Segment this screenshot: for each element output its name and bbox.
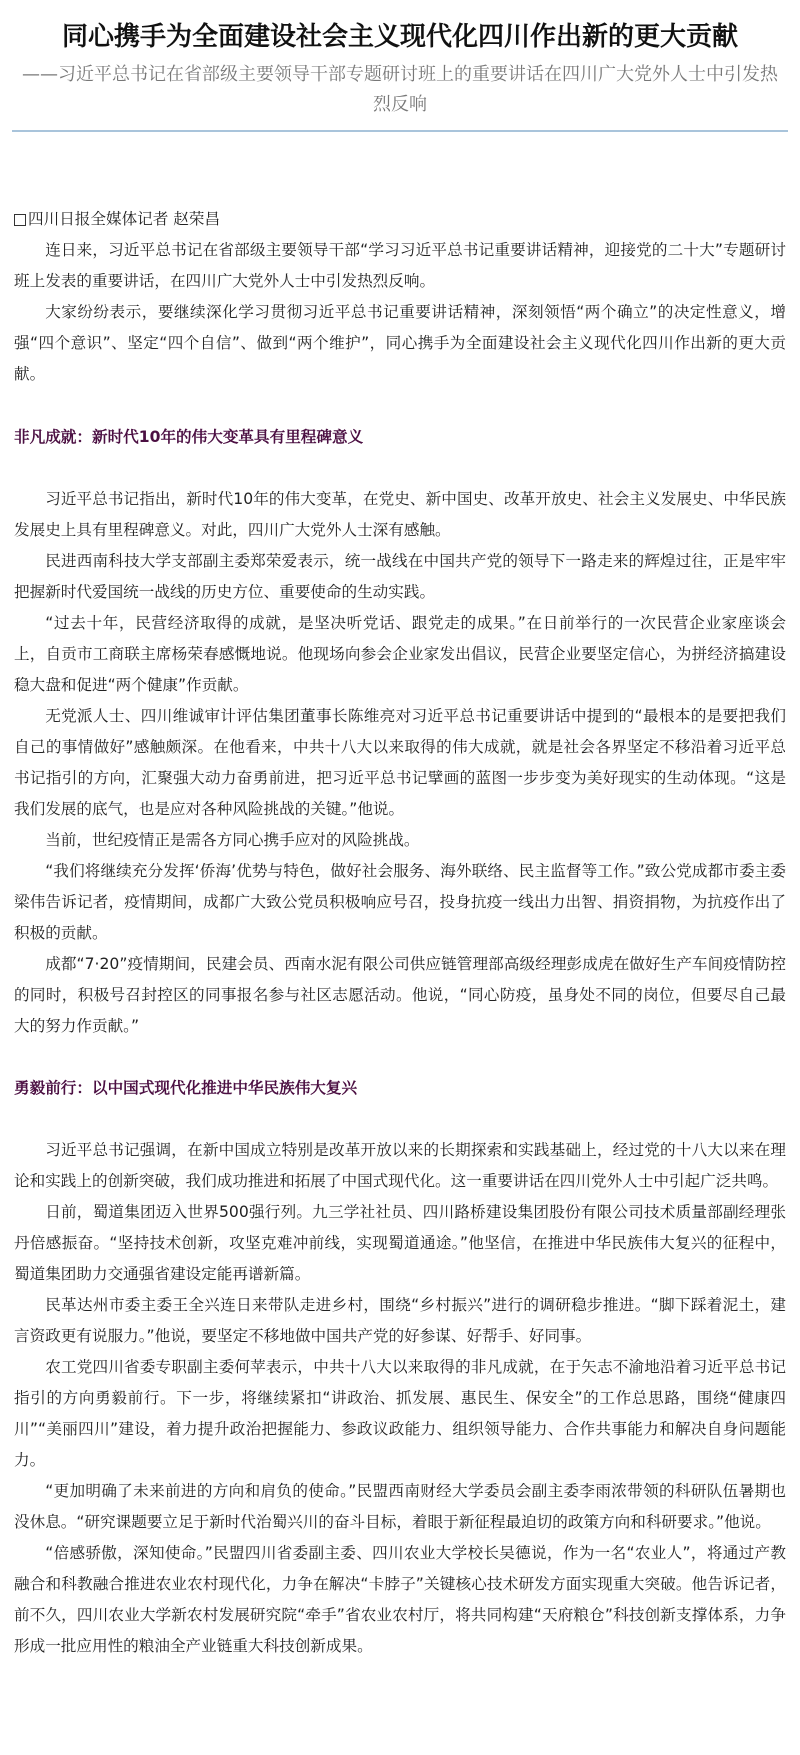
paragraph: 连日来，习近平总书记在省部级主要领导干部“学习习近平总书记重要讲话精神，迎接党的二十大”专题研讨班上发表的重要讲话，在四川广大党外人士中引发热烈反响。	[14, 241, 786, 290]
byline-text: 四川日报全媒体记者 赵荣昌	[28, 210, 221, 228]
byline-box-icon	[14, 214, 26, 226]
paragraph: 习近平总书记指出，新时代10年的伟大变革，在党史、新中国史、改革开放史、社会主义发展史、中华民族发展史上具有里程碑意义。对此，四川广大党外人士深有感触。	[14, 490, 786, 539]
paragraph: 民进西南科技大学支部副主委郑荣爱表示，统一战线在中国共产党的领导下一路走来的辉煌过往，正是牢牢把握新时代爱国统一战线的历史方位、重要使命的生动实践。	[14, 552, 786, 601]
article-body	[0, 204, 800, 1662]
headline: 同心携手为全面建设社会主义现代化四川作出新的更大贡献	[61, 22, 738, 52]
paragraph: “过去十年，民营经济取得的成就，是坚决听党话、跟党走的成果。”在日前举行的一次民营企业家座谈会上，自贡市工商联主席杨荣春感慨地说。他现场向参会企业家发出倡议，民营企业要坚定信心，为拼经济搞建设稳大盘和促进“两个健康”作贡献。	[14, 614, 786, 694]
byline	[14, 204, 786, 235]
paragraph: 日前，蜀道集团迈入世界500强行列。九三学社社员、四川路桥建设集团股份有限公司技术质量部副经理张丹倍感振奋。“坚持技术创新，攻坚克难冲前线，实现蜀道通途。”他坚信，在推进中华民族伟大复兴的征程中，蜀道集团助力交通强省建设定能再谱新篇。	[14, 1203, 786, 1283]
paragraph: “倍感骄傲，深知使命。”民盟四川省委副主委、四川农业大学校长吴德说，作为一名“农业人”，将通过产教融合和科教融合推进农业农村现代化，力争在解决“卡脖子”关键核心技术研发方面实现重大突破。他告诉记者，前不久，四川农业大学新农村发展研究院“牵手”省农业农村厅，将共同构建“天府粮仓”科技创新支撑体系，力争形成一批应用性的粮油全产业链重大科技创新成果。	[14, 1544, 786, 1655]
section-heading: 勇毅前行：以中国式现代化推进中华民族伟大复兴	[14, 1079, 358, 1097]
paragraph: 当前，世纪疫情正是需各方同心携手应对的风险挑战。	[45, 831, 420, 849]
paragraph: 民革达州市委主委王全兴连日来带队走进乡村，围绕“乡村振兴”进行的调研稳步推进。“脚下踩着泥土，建言资政更有说服力。”他说，要坚定不移地做中国共产党的好参谋、好帮手、好同事。	[14, 1296, 786, 1345]
paragraph: 农工党四川省委专职副主委何苹表示，中共十八大以来取得的非凡成就，在于矢志不渝地沿着习近平总书记指引的方向勇毅前行。下一步，将继续紧扣“讲政治、抓发展、惠民生、保安全”的工作总思路，围绕“健康四川”“美丽四川”建设，着力提升政治把握能力、参政议政能力、组织领导能力、合作共事能力和解决自身问题能力。	[14, 1358, 786, 1469]
paragraph: “我们将继续充分发挥‘侨海’优势与特色，做好社会服务、海外联络、民主监督等工作。”致公党成都市委主委梁伟告诉记者，疫情期间，成都广大致公党员积极响应号召，投身抗疫一线出力出智、捐资捐物，为抗疫作出了积极的贡献。	[14, 862, 786, 942]
paragraph: 无党派人士、四川维诚审计评估集团董事长陈维亮对习近平总书记重要讲话中提到的“最根本的是要把我们自己的事情做好”感触颇深。在他看来，中共十八大以来取得的伟大成就，就是社会各界坚定不移沿着习近平总书记指引的方向，汇聚强大动力奋勇前进，把习近平总书记擘画的蓝图一步步变为美好现实的生动体现。“这是我们发展的底气，也是应对各种风险挑战的关键。”他说。	[14, 707, 786, 818]
subheadline: ——习近平总书记在省部级主要领导干部专题研讨班上的重要讲话在四川广大党外人士中引发热烈反响	[22, 64, 778, 115]
paragraph: 大家纷纷表示，要继续深化学习贯彻习近平总书记重要讲话精神，深刻领悟“两个确立”的决定性意义，增强“四个意识”、坚定“四个自信”、做到“两个维护”，同心携手为全面建设社会主义现代化四川作出新的更大贡献。	[14, 303, 786, 383]
paragraph: 习近平总书记强调，在新中国成立特别是改革开放以来的长期探索和实践基础上，经过党的十八大以来在理论和实践上的创新突破，我们成功推进和拓展了中国式现代化。这一重要讲话在四川党外人士中引起广泛共鸣。	[14, 1141, 786, 1190]
paragraph: “更加明确了未来前进的方向和肩负的使命。”民盟西南财经大学委员会副主委李雨浓带领的科研队伍暑期也没休息。“研究课题要立足于新时代治蜀兴川的奋斗目标，着眼于新征程最迫切的政策方向和科研要求。”他说。	[14, 1482, 786, 1531]
paragraph: 成都“7·20”疫情期间，民建会员、西南水泥有限公司供应链管理部高级经理彭成虎在做好生产车间疫情防控的同时，积极号召封控区的同事报名参与社区志愿活动。他说，“同心防疫，虽身处不同的岗位，但要尽自己最大的努力作贡献。”	[14, 955, 786, 1035]
header-divider	[12, 130, 788, 132]
section-heading: 非凡成就：新时代10年的伟大变革具有里程碑意义	[14, 428, 364, 446]
